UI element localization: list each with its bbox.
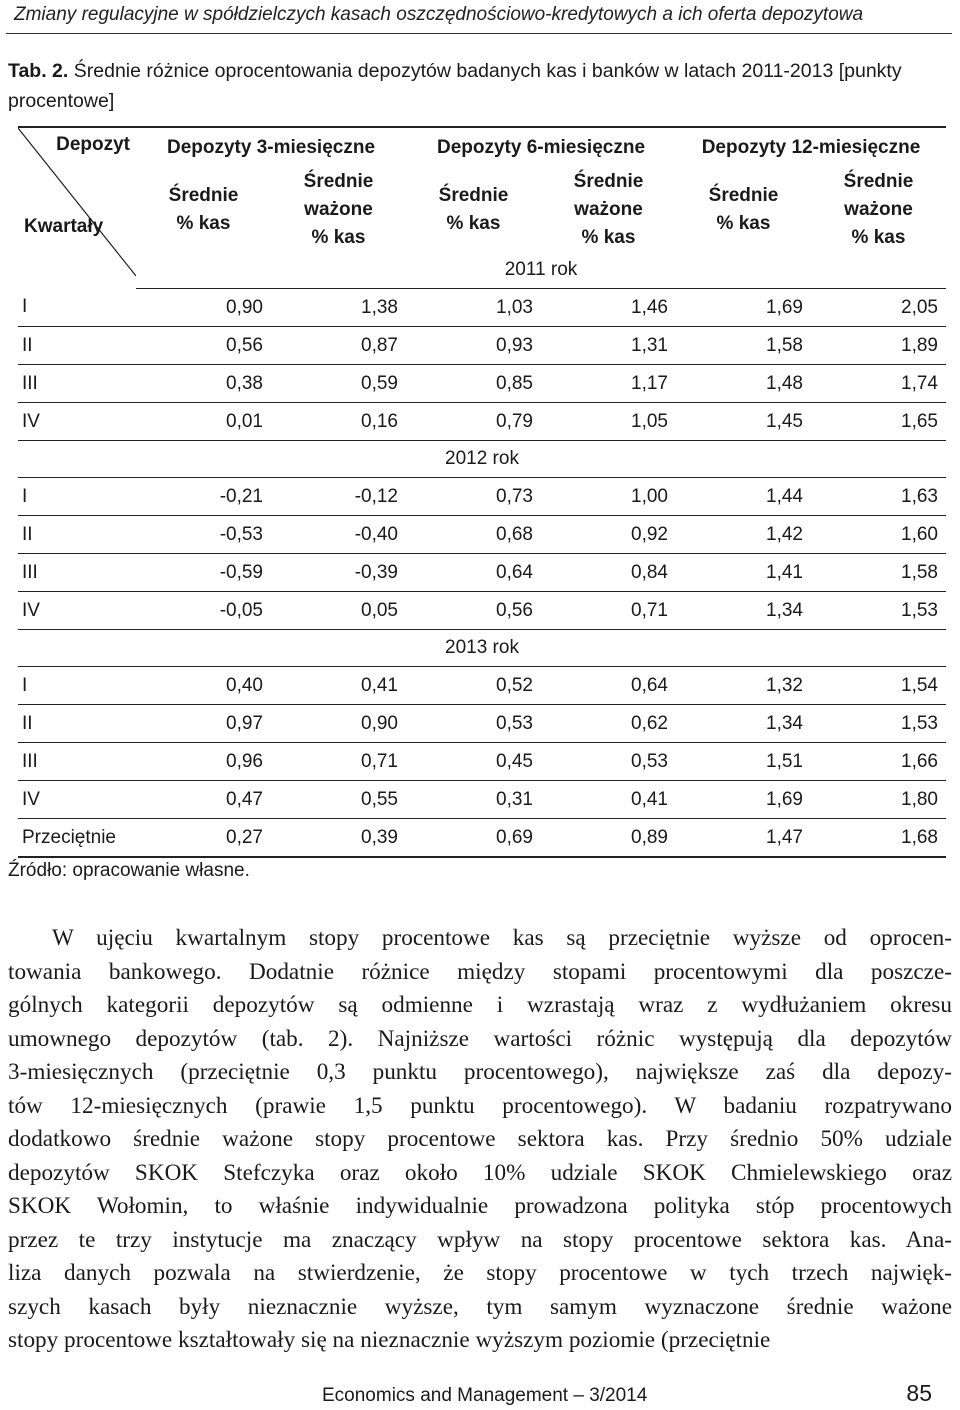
subheader-text: Średnie (708, 185, 779, 206)
header-row-groups (18, 127, 946, 168)
year-row (18, 630, 946, 667)
value-cell: 1,31 (541, 327, 676, 365)
group-header-6m: Depozyty 6-miesięczne (406, 127, 676, 168)
table-row (18, 705, 946, 743)
value-cell: 0,79 (406, 403, 541, 441)
body-line: szych kasach były nieznacznie wyższe, tym samym wyznaczone średnie ważone (8, 1293, 952, 1320)
subheader-text: Średnie (303, 171, 374, 192)
value-cell: 0,64 (541, 667, 676, 705)
value-cell: 1,54 (811, 667, 946, 705)
value-cell: 1,69 (676, 781, 811, 819)
value-cell: 1,60 (811, 516, 946, 554)
running-header: Zmiany regulacyjne w spółdzielczych kasach oszczędnościowo-kredytowych a ich oferta depozytowa (14, 4, 864, 25)
value-cell: 0,96 (136, 743, 271, 781)
value-cell: 0,68 (406, 516, 541, 554)
value-cell: 0,05 (271, 592, 406, 630)
value-cell: 0,47 (136, 781, 271, 819)
subheader-text: Średnie (168, 185, 239, 206)
footer-journal: Economics and Management – 3/2014 (322, 1385, 648, 1406)
subheader-text: Średnie (843, 171, 914, 192)
value-cell: 0,53 (406, 705, 541, 743)
value-cell: 1,44 (676, 478, 811, 516)
body-line: towania bankowego. Dodatnie różnice między stopami procentowymi dla poszcze- (8, 958, 952, 985)
subheader-text: % kas (851, 227, 906, 248)
value-cell: 1,74 (811, 365, 946, 403)
corner-cell (18, 127, 136, 289)
average-value-cell: 0,27 (136, 819, 271, 858)
subheader-weighted (541, 168, 676, 252)
value-cell: 1,65 (811, 403, 946, 441)
value-cell: 1,58 (811, 554, 946, 592)
subheader-weighted (811, 168, 946, 252)
subheader-weighted (271, 168, 406, 252)
average-value-cell: 1,47 (676, 819, 811, 858)
year-row (18, 441, 946, 478)
value-cell: -0,53 (136, 516, 271, 554)
deposit-table (18, 126, 946, 858)
year-row-first (18, 252, 946, 289)
value-cell: 1,89 (811, 327, 946, 365)
quarter-cell: IV (18, 592, 136, 630)
value-cell: 0,16 (271, 403, 406, 441)
quarter-cell: II (18, 705, 136, 743)
body-line: liza danych pozwala na stwierdzenie, że stopy procentowe w tych trzech najwięk- (8, 1260, 952, 1286)
value-cell: 0,64 (406, 554, 541, 592)
value-cell: 0,90 (136, 289, 271, 327)
value-cell: 0,62 (541, 705, 676, 743)
body-line: dodatkowo średnie ważone stopy procentowe sektora kas. Przy średnio 50% udziale (8, 1126, 952, 1152)
caption-text: Średnie różnice oprocentowania depozytów badanych kas i banków w latach 2011-2013 [punkty procentowe] (8, 60, 902, 112)
header-row-subcolumns (18, 168, 946, 252)
body-line: tów 12-miesięcznych (prawie 1,5 punktu procentowego). W badaniu rozpatrywano (8, 1092, 952, 1119)
average-value-cell: 0,69 (406, 819, 541, 858)
table-row (18, 554, 946, 592)
body-line: 3-miesięcznych (przeciętnie 0,3 punktu procentowego), największe zaś dla depozy- (8, 1059, 952, 1085)
value-cell: 0,87 (271, 327, 406, 365)
table-row (18, 478, 946, 516)
value-cell: 0,59 (271, 365, 406, 403)
quarter-cell: IV (18, 403, 136, 441)
header-rule (6, 33, 952, 34)
value-cell: 1,05 (541, 403, 676, 441)
table-row (18, 365, 946, 403)
subheader-text: ważone (574, 199, 643, 220)
table-caption (8, 56, 952, 116)
value-cell: 0,41 (271, 667, 406, 705)
value-cell: 0,31 (406, 781, 541, 819)
table-row (18, 743, 946, 781)
data-table (18, 126, 946, 858)
value-cell: -0,05 (136, 592, 271, 630)
value-cell: 1,53 (811, 592, 946, 630)
value-cell: 0,71 (271, 743, 406, 781)
table-body (18, 289, 946, 858)
table-row (18, 403, 946, 441)
quarter-cell: III (18, 554, 136, 592)
subheader-text: ważone (844, 199, 913, 220)
body-line: gólnych kategorii depozytów są odmienne i wzrastają wraz z wydłużaniem okresu (8, 992, 952, 1018)
value-cell: 1,66 (811, 743, 946, 781)
table-row (18, 781, 946, 819)
body-line: umownego depozytów (tab. 2). Najniższe wartości różnic występują dla depozytów (8, 1025, 952, 1052)
average-value-cell: 1,68 (811, 819, 946, 858)
quarter-cell: I (18, 667, 136, 705)
value-cell: 1,41 (676, 554, 811, 592)
average-label: Przeciętnie (18, 819, 136, 858)
quarter-cell: II (18, 327, 136, 365)
value-cell: -0,40 (271, 516, 406, 554)
value-cell: 0,84 (541, 554, 676, 592)
value-cell: 1,17 (541, 365, 676, 403)
average-value-cell: 0,89 (541, 819, 676, 858)
value-cell: 0,45 (406, 743, 541, 781)
value-cell: 1,69 (676, 289, 811, 327)
value-cell: 0,55 (271, 781, 406, 819)
value-cell: -0,12 (271, 478, 406, 516)
value-cell: -0,39 (271, 554, 406, 592)
table-row (18, 327, 946, 365)
value-cell: 1,48 (676, 365, 811, 403)
value-cell: 0,01 (136, 403, 271, 441)
table-row (18, 516, 946, 554)
body-line: W ujęciu kwartalnym stopy procentowe kas są przeciętnie wyższe od oprocen- (52, 925, 952, 951)
body-line: przez te trzy instytucje ma znaczący wpływ na stopy procentowe sektora kas. Ana- (8, 1226, 952, 1253)
quarter-cell: I (18, 289, 136, 327)
value-cell: 1,03 (406, 289, 541, 327)
subheader-simple (136, 168, 271, 252)
value-cell: 1,32 (676, 667, 811, 705)
value-cell: 1,46 (541, 289, 676, 327)
value-cell: 1,34 (676, 592, 811, 630)
table-row (18, 667, 946, 705)
value-cell: 1,53 (811, 705, 946, 743)
page-number: 85 (906, 1380, 932, 1406)
table-row (18, 592, 946, 630)
value-cell: 1,38 (271, 289, 406, 327)
subheader-text: Średnie (438, 185, 509, 206)
value-cell: 0,97 (136, 705, 271, 743)
year-label: 2013 rok (18, 630, 946, 667)
value-cell: 0,92 (541, 516, 676, 554)
corner-deposit-label: Depozyt (56, 134, 130, 155)
value-cell: 0,56 (136, 327, 271, 365)
subheader-simple (406, 168, 541, 252)
body-line: depozytów SKOK Stefczyka oraz około 10% udziale SKOK Chmielewskiego oraz (8, 1159, 952, 1186)
value-cell: 0,38 (136, 365, 271, 403)
average-row (18, 819, 946, 858)
subheader-text: % kas (716, 213, 771, 234)
value-cell: 0,53 (541, 743, 676, 781)
subheader-text: % kas (311, 227, 366, 248)
value-cell: 0,85 (406, 365, 541, 403)
quarter-cell: III (18, 365, 136, 403)
value-cell: 0,56 (406, 592, 541, 630)
corner-quarters-label: Kwartały (24, 216, 104, 237)
subheader-text: % kas (446, 213, 501, 234)
group-header-3m: Depozyty 3-miesięczne (136, 127, 406, 168)
subheader-simple (676, 168, 811, 252)
value-cell: 1,00 (541, 478, 676, 516)
table-source: Źródło: opracowanie własne. (8, 860, 250, 881)
subheader-text: ważone (304, 199, 373, 220)
average-value-cell: 0,39 (271, 819, 406, 858)
value-cell: 0,90 (271, 705, 406, 743)
quarter-cell: II (18, 516, 136, 554)
year-label: 2011 rok (136, 252, 946, 289)
value-cell: 0,41 (541, 781, 676, 819)
group-header-12m: Depozyty 12-miesięczne (676, 127, 946, 168)
quarter-cell: I (18, 478, 136, 516)
body-paragraph (8, 922, 952, 1358)
subheader-text: % kas (581, 227, 636, 248)
value-cell: 0,93 (406, 327, 541, 365)
subheader-text: % kas (176, 213, 231, 234)
caption-label: Tab. 2. (8, 60, 69, 82)
value-cell: -0,59 (136, 554, 271, 592)
value-cell: 2,05 (811, 289, 946, 327)
body-line: SKOK Wołomin, to właśnie indywidualnie prowadzona polityka stóp procentowych (8, 1193, 952, 1219)
value-cell: 1,45 (676, 403, 811, 441)
value-cell: 1,58 (676, 327, 811, 365)
quarter-cell: IV (18, 781, 136, 819)
value-cell: 1,34 (676, 705, 811, 743)
value-cell: 1,42 (676, 516, 811, 554)
table-row (18, 289, 946, 327)
value-cell: 0,40 (136, 667, 271, 705)
value-cell: 1,63 (811, 478, 946, 516)
value-cell: 0,71 (541, 592, 676, 630)
year-label: 2012 rok (18, 441, 946, 478)
value-cell: 1,51 (676, 743, 811, 781)
quarter-cell: III (18, 743, 136, 781)
value-cell: 0,73 (406, 478, 541, 516)
value-cell: 0,52 (406, 667, 541, 705)
value-cell: -0,21 (136, 478, 271, 516)
value-cell: 1,80 (811, 781, 946, 819)
body-line: stopy procentowe kształtowały się na nieznacznie wyższym poziomie (przeciętnie (8, 1327, 771, 1353)
subheader-text: Średnie (573, 171, 644, 192)
